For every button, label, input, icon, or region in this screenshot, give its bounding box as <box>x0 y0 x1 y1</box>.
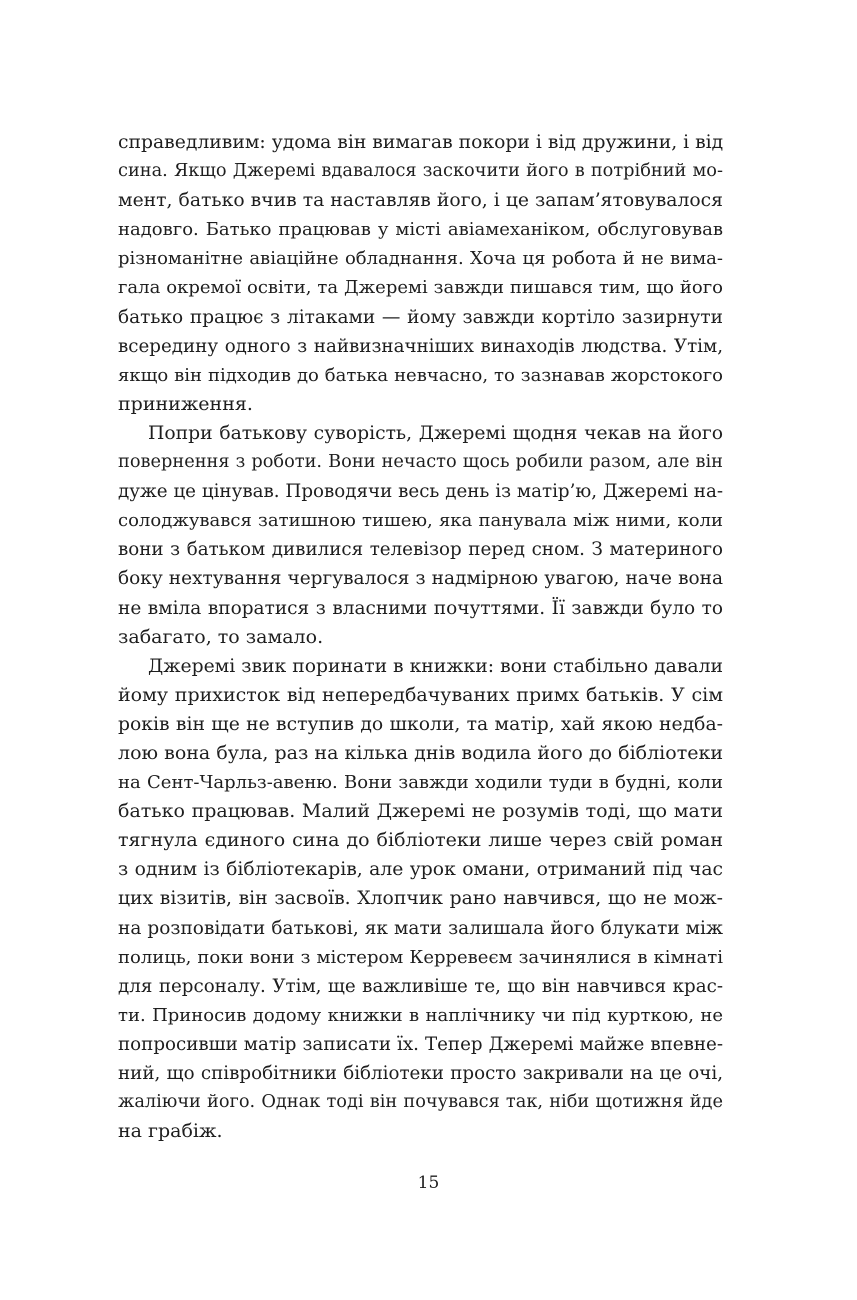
paragraph <box>118 652 723 1147</box>
text-line: повернення з роботи. Вони нечасто щось робили разом, але він <box>118 452 723 473</box>
text-line: справедливим: удома він вимагав покори і від дружини, і від <box>118 132 723 153</box>
text-line: забагато, то замало. <box>118 625 324 648</box>
text-line: приниження. <box>118 392 253 415</box>
text-line: ти. Приносив додому книжки в наплічнику чи під курткою, не <box>118 1004 723 1026</box>
text-line: вони з батьком дивилися телевізор перед сном. З материного <box>118 539 723 561</box>
text-line: на Сент-Чарльз-авеню. Вони завжди ходили туди в будні, коли <box>118 772 723 794</box>
text-line: на грабіж. <box>118 1120 223 1143</box>
body-text <box>118 128 723 1146</box>
text-line: якщо він підходив до батька невчасно, то зазнавав жорстокого <box>118 364 723 386</box>
text-line: Попри батькову суворість, Джеремі щодня чекав на його <box>148 422 723 444</box>
text-line: боку нехтування чергувалося з надмірною увагою, наче вона <box>118 568 723 590</box>
text-line: Джеремі звик поринати в книжки: вони стабільно давали <box>148 655 723 677</box>
text-line: не вміла впоратися з власними почуттями. Її завжди було то <box>118 597 723 619</box>
text-line: цих візитів, він засвоїв. Хлопчик рано навчився, що не мож- <box>118 888 723 910</box>
text-line: для персоналу. Утім, ще важливіше те, що він навчився крас- <box>118 975 723 997</box>
text-line: різноманітне авіаційне обладнання. Хоча ця робота й не вима- <box>118 248 723 270</box>
text-line: років він ще не вступив до школи, та матір, хай якою недба- <box>118 713 723 735</box>
text-line: батько працював. Малий Джеремі не розумів тоді, що мати <box>118 800 723 823</box>
text-line: ний, що співробітники бібліотеки просто закривали на це очі, <box>118 1063 723 1084</box>
text-line: на розповідати батькові, як мати залишала його блукати між <box>118 917 723 939</box>
text-line: надовго. Батько працював у місті авіамеханіком, обслуговував <box>118 219 723 241</box>
paragraph <box>118 128 723 419</box>
text-line: солоджувався затишною тишею, яка панувала між ними, коли <box>118 510 723 532</box>
text-line: з одним із бібліотекарів, але урок омани, отриманий під час <box>118 859 723 881</box>
text-line: тягнула єдиного сина до бібліотеки лише через свій роман <box>118 829 723 852</box>
text-line: лою вона була, раз на кілька днів водила його до бібліотеки <box>118 741 723 764</box>
paragraph <box>118 419 723 652</box>
text-line: дуже це цінував. Проводячи весь день із матір’ю, Джеремі на- <box>118 481 723 503</box>
text-line: всередину одного з найвизначніших винаходів людства. Утім, <box>118 335 723 357</box>
text-line: гала окремої освіти, та Джеремі завжди пишався тим, що його <box>118 277 723 299</box>
text-line: батько працює з літаками — йому завжди кортіло зазирнути <box>118 306 723 328</box>
text-line: йому прихисток від непередбачуваних примх батьків. У сім <box>118 683 723 706</box>
text-line: попросивши матір записати їх. Тепер Джеремі майже впевне- <box>118 1033 723 1055</box>
page-number: 15 <box>417 1173 440 1193</box>
text-line: полиць, поки вони з містером Керревеєм зачинялися в кімнаті <box>118 946 723 968</box>
text-line: сина. Якщо Джеремі вдавалося заскочити його в потрібний мо- <box>118 161 723 182</box>
text-line: жаліючи його. Однак тоді він почувався так, ніби щотижня йде <box>118 1092 723 1113</box>
text-line: мент, батько вчив та наставляв його, і це запам’ятовувалося <box>118 190 723 212</box>
